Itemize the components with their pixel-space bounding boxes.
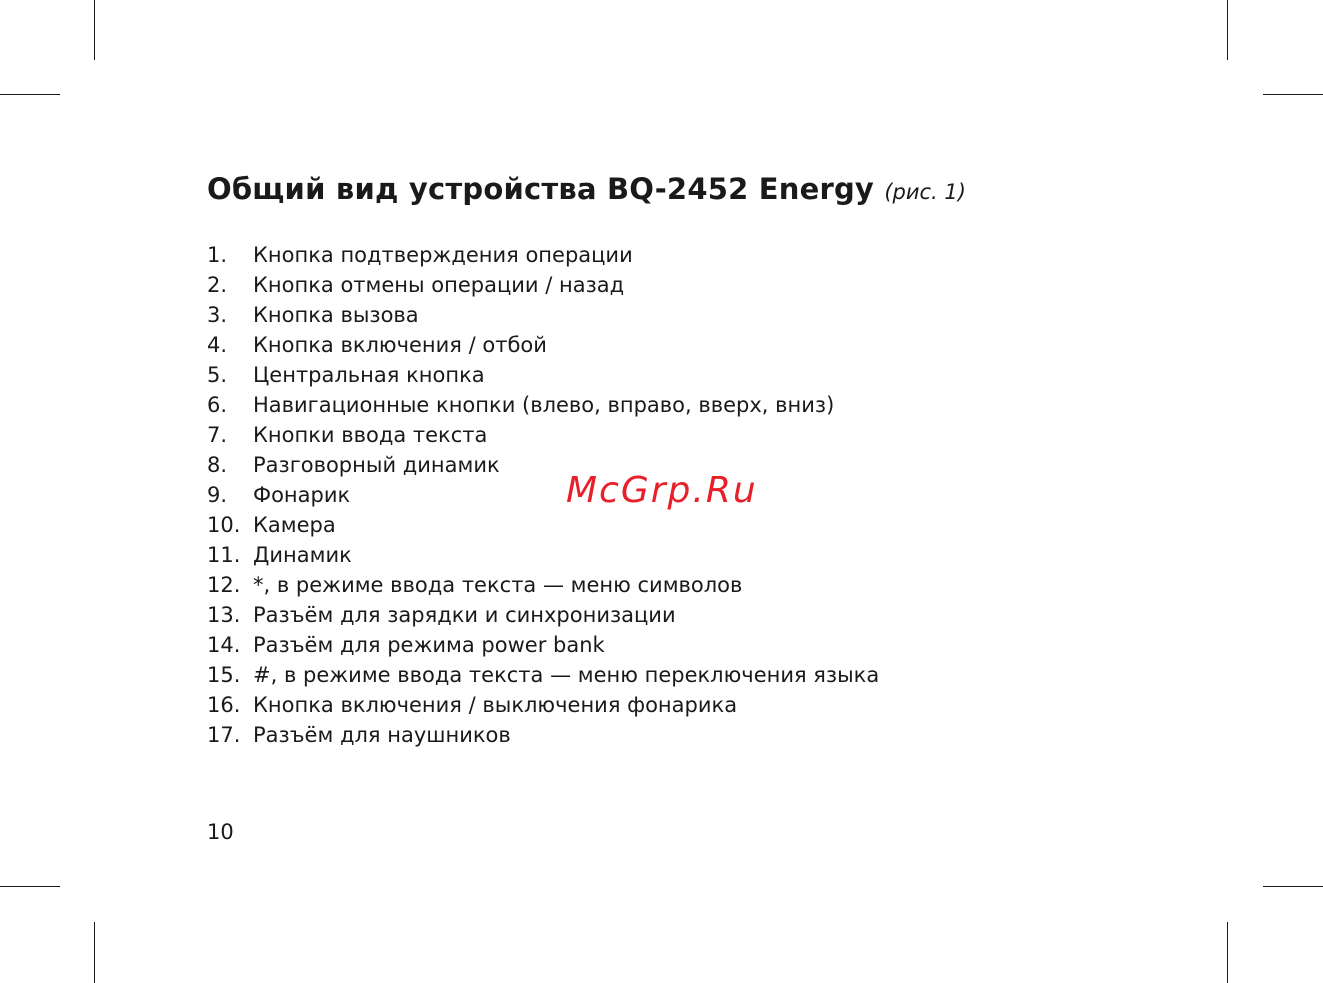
list-item-number: 12.: [207, 573, 241, 597]
crop-mark-top-left-horizontal: [0, 94, 60, 95]
list-item-text: Разъём для наушников: [253, 723, 511, 747]
list-item-text: Кнопка подтверждения операции: [253, 243, 633, 267]
list-item-text: Разъём для режима power bank: [253, 633, 605, 657]
list-item-text: Кнопки ввода текста: [253, 423, 488, 447]
list-item: [207, 600, 879, 630]
list-item: [207, 720, 879, 750]
list-item-number: 8.: [207, 453, 228, 477]
list-item: [207, 270, 879, 300]
crop-mark-bottom-right-horizontal: [1263, 886, 1323, 887]
list-item-text: *, в режиме ввода текста — меню символов: [253, 573, 743, 597]
list-item: [207, 300, 879, 330]
list-item-number: 13.: [207, 603, 241, 627]
crop-mark-top-left-vertical: [94, 0, 95, 60]
list-item-number: 4.: [207, 333, 228, 357]
list-item: [207, 390, 879, 420]
title-figure-ref: (рис. 1): [884, 180, 966, 204]
list-item: [207, 360, 879, 390]
crop-mark-bottom-left-vertical: [94, 922, 95, 983]
title-main: Общий вид устройства BQ-2452 Energy: [207, 172, 875, 206]
list-item-number: 15.: [207, 663, 241, 687]
watermark: McGrp.Ru: [566, 470, 758, 511]
list-item-number: 9.: [207, 483, 228, 507]
list-item-number: 1.: [207, 243, 228, 267]
list-item-text: Кнопка включения / выключения фонарика: [253, 693, 738, 717]
list-item: [207, 480, 879, 510]
list-item-text: Навигационные кнопки (влево, вправо, вверх, вниз): [253, 393, 835, 417]
parts-list: [207, 240, 879, 750]
list-item: [207, 570, 879, 600]
list-item-text: Динамик: [253, 543, 352, 567]
crop-mark-bottom-right-vertical: [1227, 922, 1228, 983]
list-item-number: 10.: [207, 513, 241, 537]
list-item-text: Центральная кнопка: [253, 363, 485, 387]
list-item-number: 5.: [207, 363, 228, 387]
list-item: [207, 450, 879, 480]
list-item-number: 17.: [207, 723, 241, 747]
list-item: [207, 690, 879, 720]
list-item-text: #, в режиме ввода текста — меню переключения языка: [253, 663, 880, 687]
crop-mark-top-right-horizontal: [1263, 94, 1323, 95]
list-item: [207, 330, 879, 360]
list-item-text: Кнопка включения / отбой: [253, 333, 547, 357]
list-item: [207, 420, 879, 450]
list-item: [207, 240, 879, 270]
list-item-number: 6.: [207, 393, 228, 417]
page-title: [207, 172, 966, 206]
list-item-number: 16.: [207, 693, 241, 717]
list-item-number: 11.: [207, 543, 241, 567]
list-item: [207, 660, 879, 690]
list-item-number: 3.: [207, 303, 228, 327]
list-item-text: Разговорный динамик: [253, 453, 500, 477]
list-item-text: Разъём для зарядки и синхронизации: [253, 603, 676, 627]
list-item-text: Кнопка отмены операции / назад: [253, 273, 625, 297]
list-item-text: Камера: [253, 513, 336, 537]
list-item: [207, 510, 879, 540]
list-item-text: Кнопка вызова: [253, 303, 419, 327]
list-item-number: 2.: [207, 273, 228, 297]
list-item: [207, 540, 879, 570]
list-item: [207, 630, 879, 660]
list-item-number: 14.: [207, 633, 241, 657]
crop-mark-top-right-vertical: [1227, 0, 1228, 60]
crop-mark-bottom-left-horizontal: [0, 886, 60, 887]
list-item-number: 7.: [207, 423, 228, 447]
list-item-text: Фонарик: [253, 483, 351, 507]
page-number: 10: [207, 820, 234, 844]
